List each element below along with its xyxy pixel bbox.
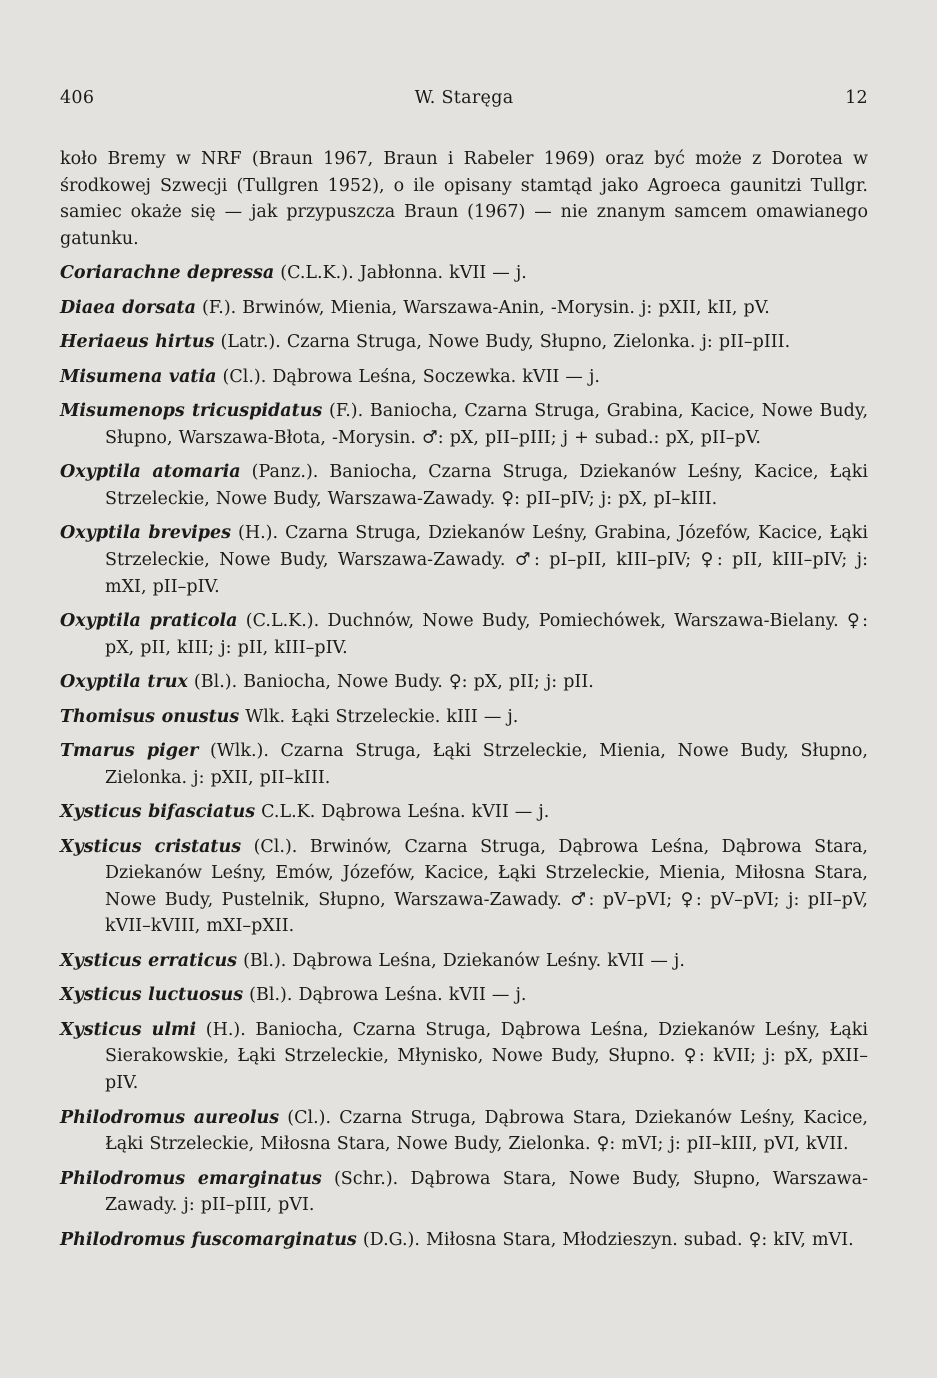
species-name: Tmarus piger	[60, 741, 199, 762]
species-name: Oxyptila praticola	[60, 611, 238, 632]
species-record: Wlk. Łąki Strzeleckie. kIII — j.	[239, 706, 519, 727]
species-entry	[60, 364, 868, 391]
species-name: Misumena vatia	[60, 366, 217, 387]
species-entry	[60, 738, 868, 791]
species-name: Xysticus cristatus	[60, 836, 242, 857]
running-author: W. Staręga	[414, 88, 514, 108]
species-record: (C.L.K.). Jabłonna. kVII — j.	[274, 263, 527, 284]
species-name: Misumenops tricuspidatus	[60, 401, 323, 422]
species-record: (Bl.). Dąbrowa Leśna, Dziekanów Leśny. kVII — j.	[237, 950, 685, 971]
species-entry	[60, 260, 868, 287]
species-record: (Wlk.). Czarna Struga, Łąki Strzeleckie, Mienia, Nowe Budy, Słupno, Zielonka. j: pXII, pII–kIII.	[105, 741, 868, 788]
species-entry	[60, 520, 868, 600]
species-record: (Bl.). Dąbrowa Leśna. kVII — j.	[243, 985, 527, 1006]
species-name: Xysticus ulmi	[60, 1019, 197, 1040]
species-name: Coriarachne depressa	[60, 263, 275, 284]
species-entry	[60, 398, 868, 451]
species-entry	[60, 1227, 868, 1254]
species-record: (Bl.). Baniocha, Nowe Budy. ♀: pX, pII; j: pII.	[187, 672, 594, 693]
species-entry	[60, 1105, 868, 1158]
species-name: Xysticus bifasciatus	[60, 802, 256, 823]
species-name: Oxyptila atomaria	[60, 462, 241, 483]
species-entry	[60, 608, 868, 661]
species-name: Xysticus erraticus	[60, 950, 238, 971]
page-number-right: 12	[845, 88, 868, 108]
species-name: Xysticus luctuosus	[60, 985, 244, 1006]
species-record: (H.). Baniocha, Czarna Struga, Dąbrowa Leśna, Dziekanów Leśny, Łąki Sierakowskie, Łąki Strzeleckie, Młynisko, Nowe Budy, Słupno. ♀: kVII; j: pX, pXII–pIV.	[105, 1019, 868, 1094]
species-record: (D.G.). Miłosna Stara, Młodzieszyn. subad. ♀: kIV, mVI.	[356, 1229, 854, 1250]
species-record: (Cl.). Dąbrowa Leśna, Soczewka. kVII — j.	[216, 366, 600, 387]
species-entry	[60, 799, 868, 826]
species-entry	[60, 459, 868, 512]
species-record: (F.). Baniocha, Czarna Struga, Grabina, Kacice, Nowe Budy, Słupno, Warszawa-Błota, -Morysin. ♂: pX, pII–pIII; j + subad.: pX, pII–pV.	[105, 401, 869, 448]
species-record: (Panz.). Baniocha, Czarna Struga, Dziekanów Leśny, Kacice, Łąki Strzeleckie, Nowe Budy, Warszawa-Zawady. ♀: pII–pIV; j: pX, pI–kIII.	[105, 462, 868, 509]
species-name: Thomisus onustus	[60, 706, 240, 727]
species-name: Oxyptila brevipes	[60, 523, 231, 544]
page	[60, 88, 868, 1261]
species-name: Oxyptila trux	[60, 672, 188, 693]
species-entry	[60, 1166, 868, 1219]
species-entry	[60, 704, 868, 731]
species-record: (F.). Brwinów, Mienia, Warszawa-Anin, -Morysin. j: pXII, kII, pV.	[195, 297, 770, 318]
species-list	[60, 260, 868, 1253]
species-name: Heriaeus hirtus	[60, 332, 215, 353]
species-record: (C.L.K.). Duchnów, Nowe Budy, Pomiechówek, Warszawa-Bielany. ♀: pX, pII, kIII; j: pII, kIII–pIV.	[105, 611, 868, 658]
species-record: (H.). Czarna Struga, Dziekanów Leśny, Grabina, Józefów, Kacice, Łąki Strzeleckie, Nowe Budy, Warszawa-Zawady. ♂: pI–pII, kIII–pIV; ♀: pII, kIII–pIV; j: mXI, pII–pIV.	[105, 523, 868, 597]
species-entry	[60, 834, 868, 940]
species-entry	[60, 669, 868, 696]
species-name: Diaea dorsata	[60, 297, 196, 318]
species-record: (Latr.). Czarna Struga, Nowe Budy, Słupno, Zielonka. j: pII–pIII.	[214, 332, 791, 353]
running-header	[60, 88, 868, 116]
body-text	[60, 146, 868, 1253]
species-name: Philodromus aureolus	[60, 1107, 280, 1128]
species-entry	[60, 982, 868, 1009]
species-entry	[60, 295, 868, 322]
species-record: (Schr.). Dąbrowa Stara, Nowe Budy, Słupno, Warszawa-Zawady. j: pII–pIII, pVI.	[105, 1168, 868, 1216]
page-number-left: 406	[60, 88, 95, 108]
species-record: C.L.K. Dąbrowa Leśna. kVII — j.	[255, 802, 550, 823]
species-entry	[60, 1017, 868, 1097]
species-entry	[60, 948, 868, 975]
species-name: Philodromus emarginatus	[60, 1168, 322, 1189]
species-name: Philodromus fuscomarginatus	[60, 1229, 357, 1250]
species-entry	[60, 329, 868, 356]
species-record: (Cl.). Czarna Struga, Dąbrowa Stara, Dziekanów Leśny, Kacice, Łąki Strzeleckie, Miłosna Stara, Nowe Budy, Zielonka. ♀: mVI; j: pII–kIII, pVI, kVII.	[105, 1107, 868, 1155]
intro-paragraph: koło Bremy w NRF (Braun 1967, Braun i Rabeler 1969) oraz być może z Dorotea w środkowej Szwecji (Tullgren 1952), o ile opisany stamtąd jako Agroeca gaunitzi Tullgr. samiec okaże się — jak przypuszcza Braun (1967) — nie znanym samcem omawianego gatunku.	[60, 149, 868, 249]
species-record: (Cl.). Brwinów, Czarna Struga, Dąbrowa Leśna, Dąbrowa Stara, Dziekanów Leśny, Emów, Józefów, Kacice, Łąki Strzeleckie, Mienia, Miłosna Stara, Nowe Budy, Pustelnik, Słupno, Warszawa-Zawady. ♂: pV–pVI; ♀: pV–pVI; j: pII–pV, kVII–kVIII, mXI–pXII.	[105, 836, 868, 937]
